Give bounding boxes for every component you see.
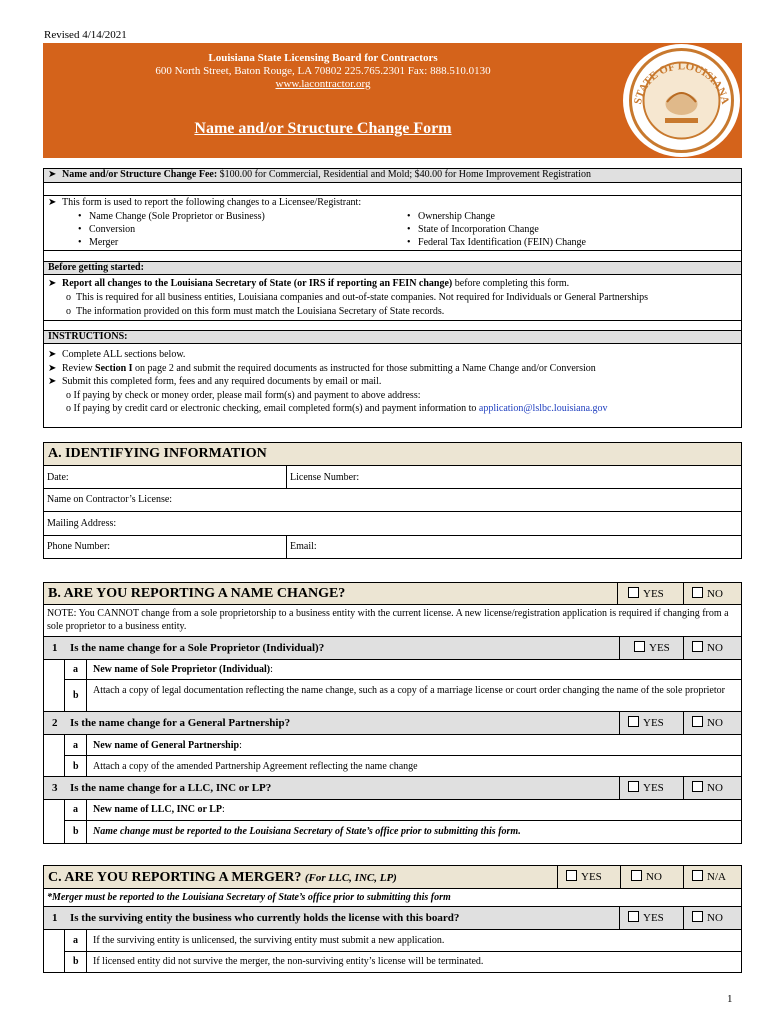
section-b-no[interactable] bbox=[692, 587, 723, 600]
no-label: NO bbox=[707, 642, 723, 654]
question-text: Is the name change for a Sole Proprietor (Individual)? bbox=[70, 642, 325, 654]
instruction-item: Review bbox=[62, 362, 93, 374]
sub-letter: b bbox=[73, 956, 79, 967]
list-item: State of Incorporation Change bbox=[418, 224, 539, 235]
before-heading: Before getting started: bbox=[48, 262, 144, 273]
checkbox[interactable] bbox=[566, 870, 577, 881]
no-label: NO bbox=[707, 782, 723, 794]
arrow-bullet-icon: ➤ bbox=[48, 362, 57, 374]
list-item: Federal Tax Identification (FEIN) Change bbox=[418, 237, 586, 248]
checkbox[interactable] bbox=[628, 781, 639, 792]
website-link[interactable]: www.lacontractor.org bbox=[275, 78, 371, 90]
section-c-no[interactable] bbox=[631, 870, 662, 883]
sub-text: Attach a copy of the amended Partnership Agreement reflecting the name change bbox=[93, 761, 418, 772]
sub-text: If licensed entity did not survive the merger, the non-surviving entity’s license will be terminated. bbox=[93, 956, 484, 967]
date-input[interactable] bbox=[80, 467, 285, 487]
question-number: 2 bbox=[52, 717, 58, 729]
instructions-heading-row bbox=[44, 331, 741, 343]
sub-text: Name change must be reported to the Louisiana Secretary of State’s office prior to submitting this form. bbox=[93, 826, 521, 837]
before-sub: The information provided on this form must match the Louisiana Secretary of State records. bbox=[76, 306, 445, 317]
section-c-na[interactable] bbox=[692, 870, 726, 883]
question-number: 3 bbox=[52, 782, 58, 794]
section-a-header bbox=[44, 443, 741, 465]
sub-letter: a bbox=[73, 664, 78, 675]
question-text: Is the name change for a LLC, INC or LP? bbox=[70, 782, 272, 794]
sub-letter: b bbox=[73, 761, 79, 772]
before-section: ➤ Report all changes to the Louisiana Secretary of State (or IRS if reporting an FEIN change) before completing this form. o This is required for all business entities, Louisiana companies and out-of-state companies. Not required for Individuals or General Partnerships o The information provided on this form must match the Louisiana Secretary of State records. bbox=[48, 278, 649, 317]
instruction-bold: Section I bbox=[95, 362, 133, 374]
question-number: 1 bbox=[52, 642, 58, 654]
checkbox[interactable] bbox=[628, 587, 639, 598]
section-c-note: *Merger must be reported to the Louisiana Secretary of State’s office prior to submitting this form bbox=[47, 892, 451, 903]
phone-number-input[interactable] bbox=[120, 537, 285, 557]
c-q1-no[interactable] bbox=[692, 911, 723, 924]
mailing-address-input[interactable] bbox=[130, 513, 740, 533]
checkbox[interactable] bbox=[692, 587, 703, 598]
org-name: Louisiana State Licensing Board for Contractors bbox=[208, 52, 438, 64]
before-heading-row bbox=[44, 262, 741, 274]
yes-label: YES bbox=[649, 642, 670, 654]
sub-letter: b bbox=[73, 826, 79, 837]
sub-letter: a bbox=[73, 740, 78, 751]
state-seal-icon bbox=[623, 44, 740, 157]
checkbox[interactable] bbox=[692, 870, 703, 881]
fee-row bbox=[44, 169, 741, 182]
na-label: N/A bbox=[707, 871, 726, 883]
email-link[interactable]: application@lslbc.louisiana.gov bbox=[478, 403, 608, 414]
section-b-note: NOTE: You CANNOT change from a sole proprietorship to a business entity with the current license. A new license/registration application is required if changing from a sole proprietor to a business entity. bbox=[47, 608, 729, 632]
header-banner bbox=[43, 43, 742, 158]
before-main-tail: before completing this form. bbox=[454, 278, 570, 289]
checkbox[interactable] bbox=[692, 911, 703, 922]
instructions-section: ➤ Complete ALL sections below. ➤ Review Section I on page 2 and submit the required documents as instructed for those submitting a Name Change and/or Conversion ➤ Submit this completed form, fees and any required documents by email or mail. o If paying by check or money order, please mail form(s) and payment to above address: o If paying by credit card or electronic checking, email completed form(s) and payment information to application@lslbc.louisiana.gov bbox=[48, 349, 608, 414]
mailing-address-label: Mailing Address: bbox=[47, 518, 117, 529]
arrow-bullet-icon: ➤ bbox=[48, 197, 57, 208]
intro-text: This form is used to report the following changes to a Licensee/Registrant: bbox=[62, 197, 362, 208]
contractor-name-input[interactable] bbox=[195, 490, 740, 510]
instruction-item-tail: on page 2 and submit the required documents as instructed for those submitting a Name Change and/or Conversion bbox=[135, 362, 596, 374]
fee-text: $100.00 for Commercial, Residential and Mold; $40.00 for Home Improvement Registration bbox=[219, 169, 591, 180]
instruction-sub: If paying by check or money order, please mail form(s) and payment to above address: bbox=[73, 389, 421, 401]
no-label: NO bbox=[707, 912, 723, 924]
intro-section bbox=[48, 196, 361, 209]
state-seal bbox=[623, 44, 740, 157]
section-a-title: A. IDENTIFYING INFORMATION bbox=[48, 446, 267, 461]
q1-no[interactable] bbox=[692, 641, 723, 654]
contractor-name-label: Name on Contractor’s License: bbox=[47, 494, 173, 505]
license-number-label: License Number: bbox=[290, 472, 360, 483]
checkbox[interactable] bbox=[692, 716, 703, 727]
sub-text: Attach a copy of legal documentation reflecting the name change, such as a copy of a marriage license or court order changing the name of the sole proprietor bbox=[93, 685, 725, 696]
before-main: Report all changes to the Louisiana Secretary of State (or IRS if reporting an FEIN change) bbox=[62, 278, 453, 289]
q2-yes[interactable] bbox=[628, 716, 664, 729]
checkbox[interactable] bbox=[628, 911, 639, 922]
arrow-bullet-icon: ➤ bbox=[48, 349, 57, 360]
instruction-item: Complete ALL sections below. bbox=[62, 349, 186, 360]
q3-yes[interactable] bbox=[628, 781, 664, 794]
email-label: Email: bbox=[290, 541, 317, 552]
email-input[interactable] bbox=[325, 537, 740, 557]
section-b-title: B. ARE YOU REPORTING A NAME CHANGE? bbox=[48, 586, 346, 601]
checkbox[interactable] bbox=[692, 781, 703, 792]
sub-label: New name of General Partnership bbox=[93, 740, 240, 751]
page-number: 1 bbox=[727, 993, 733, 1005]
license-number-input[interactable] bbox=[370, 467, 740, 487]
list-item: Merger bbox=[89, 237, 119, 248]
arrow-bullet-icon: ➤ bbox=[48, 169, 57, 180]
q2-no[interactable] bbox=[692, 716, 723, 729]
arrow-bullet-icon: ➤ bbox=[48, 278, 57, 289]
instructions-heading: INSTRUCTIONS: bbox=[48, 331, 128, 342]
intro-left-list: • Name Change (Sole Proprietor or Business) • Conversion • Merger bbox=[78, 211, 265, 248]
no-label: NO bbox=[707, 717, 723, 729]
yes-label: YES bbox=[643, 912, 664, 924]
q1-yes[interactable] bbox=[634, 641, 670, 654]
list-item: Name Change (Sole Proprietor or Business) bbox=[89, 211, 265, 222]
yes-label: YES bbox=[643, 782, 664, 794]
section-c-title-suffix: (For LLC, INC, LP) bbox=[304, 872, 397, 884]
fee-label: Name and/or Structure Change Fee: bbox=[62, 169, 218, 180]
instruction-item: Submit this completed form, fees and any required documents by email or mail. bbox=[62, 376, 382, 387]
sub-label: New name of LLC, INC or LP bbox=[93, 804, 222, 815]
seal-text: STATE OF LOUISIANA bbox=[631, 60, 732, 106]
checkbox[interactable] bbox=[628, 716, 639, 727]
checkbox[interactable] bbox=[631, 870, 642, 881]
q3-no[interactable] bbox=[692, 781, 723, 794]
sub-text: If the surviving entity is unlicensed, the surviving entity must submit a new application. bbox=[93, 935, 445, 946]
yes-label: YES bbox=[643, 588, 664, 600]
question-text: Is the surviving entity the business who currently holds the license with this board? bbox=[70, 912, 460, 924]
instruction-sub: If paying by credit card or electronic checking, email completed form(s) and payment information to bbox=[73, 403, 477, 414]
section-b-yes[interactable] bbox=[628, 587, 664, 600]
section-c-title: C. ARE YOU REPORTING A MERGER? bbox=[48, 870, 302, 885]
arrow-bullet-icon: ➤ bbox=[48, 376, 57, 387]
no-label: NO bbox=[646, 871, 662, 883]
phone-number-label: Phone Number: bbox=[47, 541, 111, 552]
sub-letter: a bbox=[73, 935, 78, 946]
form-title: Name and/or Structure Change Form bbox=[194, 120, 452, 137]
list-item: Conversion bbox=[89, 224, 136, 235]
revised-date: Revised 4/14/2021 bbox=[44, 29, 127, 41]
section-c-yes[interactable] bbox=[566, 870, 602, 883]
sub-letter: a bbox=[73, 804, 78, 815]
question-number: 1 bbox=[52, 912, 58, 924]
c-q1-yes[interactable] bbox=[628, 911, 664, 924]
question-text: Is the name change for a General Partnership? bbox=[70, 717, 291, 729]
checkbox[interactable] bbox=[692, 641, 703, 652]
before-sub: This is required for all business entities, Louisiana companies and out-of-state companies. Not required for Individuals or General Partnerships bbox=[76, 292, 649, 303]
list-item: Ownership Change bbox=[418, 211, 495, 222]
sub-label: New name of Sole Proprietor (Individual) bbox=[93, 664, 271, 675]
no-label: NO bbox=[707, 588, 723, 600]
intro-right-list: • Ownership Change • State of Incorporation Change • Federal Tax Identification (FEIN) Change bbox=[407, 211, 586, 248]
yes-label: YES bbox=[643, 717, 664, 729]
date-label: Date: bbox=[47, 472, 69, 483]
yes-label: YES bbox=[581, 871, 602, 883]
sub-letter: b bbox=[73, 690, 79, 701]
checkbox[interactable] bbox=[634, 641, 645, 652]
org-address: 600 North Street, Baton Rouge, LA 70802 225.765.2301 Fax: 888.510.0130 bbox=[155, 65, 491, 77]
